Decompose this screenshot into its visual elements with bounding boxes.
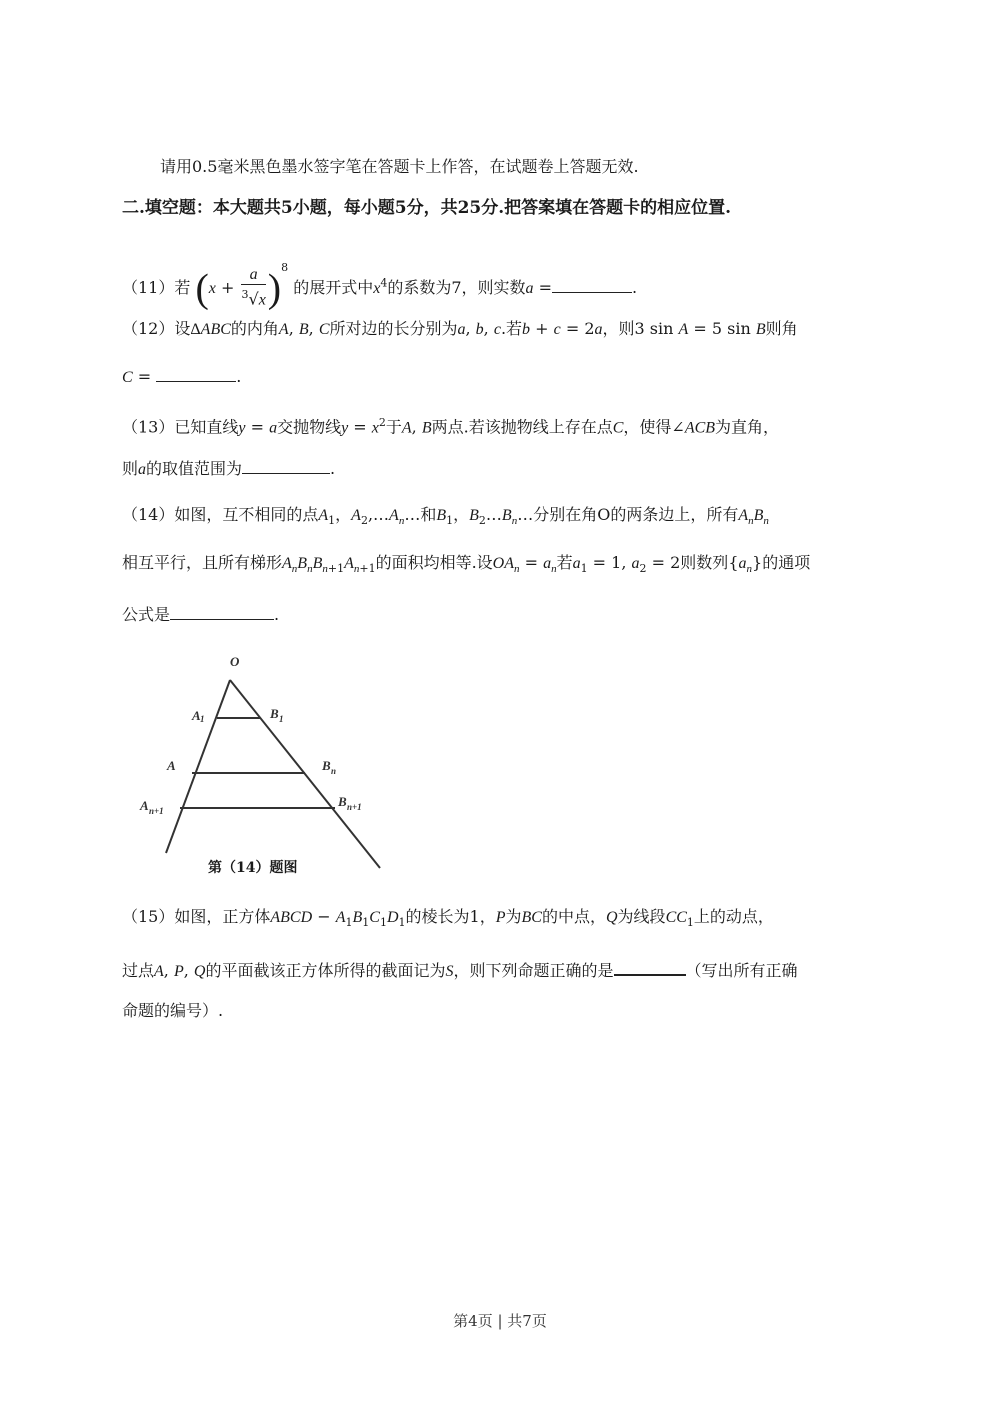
label-bn1: B <box>338 794 347 809</box>
answer-blank-13 <box>242 459 330 474</box>
label-an1-sub: n+1 <box>149 806 164 816</box>
label-a1-sub: 1 <box>200 714 205 724</box>
question-14-cont2: 公式是 . <box>122 605 280 624</box>
label-bn: B <box>322 758 331 773</box>
question-15-cont2: 命题的编号）. <box>122 1001 224 1020</box>
trapezoid-figure <box>130 648 410 878</box>
question-12-cont: C = . <box>122 367 242 386</box>
answer-blank-12 <box>156 367 236 382</box>
label-b1: B <box>270 706 279 721</box>
figure-caption: 第（14）题图 <box>208 860 298 876</box>
label-an1: A <box>140 798 149 813</box>
question-14-cont: 相互平行，且所有梯形$A_nB_nB_{n+1}A_{n+1}$的面积均相等.设$OA_n = a_n$若$a_1 = 1$, $a_2 = 2$则数列$\{a_n\}$的通项 <box>122 553 811 576</box>
instruction-text: 请用0.5毫米黑色墨水签字笔在答题卡上作答，在试题卷上答题无效. <box>160 157 639 176</box>
label-an: A <box>167 758 176 773</box>
section-heading: 二.填空题：本大题共5小题，每小题5分，共25分.把答案填在答题卡的相应位置. <box>122 198 732 218</box>
answer-blank-15 <box>614 960 686 976</box>
answer-blank-11 <box>552 278 632 293</box>
question-11: （11）若 (x + $\frac{a}{^3√x}$ )$^8$ 的展开式中$x^4$的系数为7，则实数a = . <box>122 261 638 311</box>
label-a1: A <box>192 708 201 723</box>
label-b1-sub: 1 <box>279 714 284 724</box>
page-footer: 第4页 | 共7页 <box>453 1312 547 1330</box>
question-12: （12）设ΔABC的内角A, B, C所对边的长分别为a, b, c.若b + c = 2a，则3 sin A = 5 sin B则角 <box>122 319 798 338</box>
question-15-cont: 过点A, P, Q的平面截该正方体所得的截面记为S，则下列命题正确的是 （写出所有正确 <box>122 961 798 980</box>
answer-blank-14 <box>170 605 274 620</box>
question-13-cont: 则a的取值范围为 . <box>122 459 336 478</box>
label-bn-sub: n <box>331 766 337 776</box>
question-13: （13）已知直线y = a交抛物线$y = x^2$于A, B两点.若该抛物线上存在点C，使得∠ACB为直角， <box>122 416 780 437</box>
question-14: （14）如图，互不相同的点$A_1$，$A_2,\dots A_n\dots$和$B_1$，$B_2\dots B_n\dots$分别在角O的两条边上，所有$A_nB_n$ <box>122 505 769 528</box>
label-o: O <box>230 654 240 669</box>
question-15: （15）如图，正方体ABCD − $A_1B_1C_1D_1$的棱长为1，P为BC的中点，Q为线段$CC_1$上的动点， <box>122 907 774 930</box>
label-bn1-sub: n+1 <box>347 802 362 812</box>
